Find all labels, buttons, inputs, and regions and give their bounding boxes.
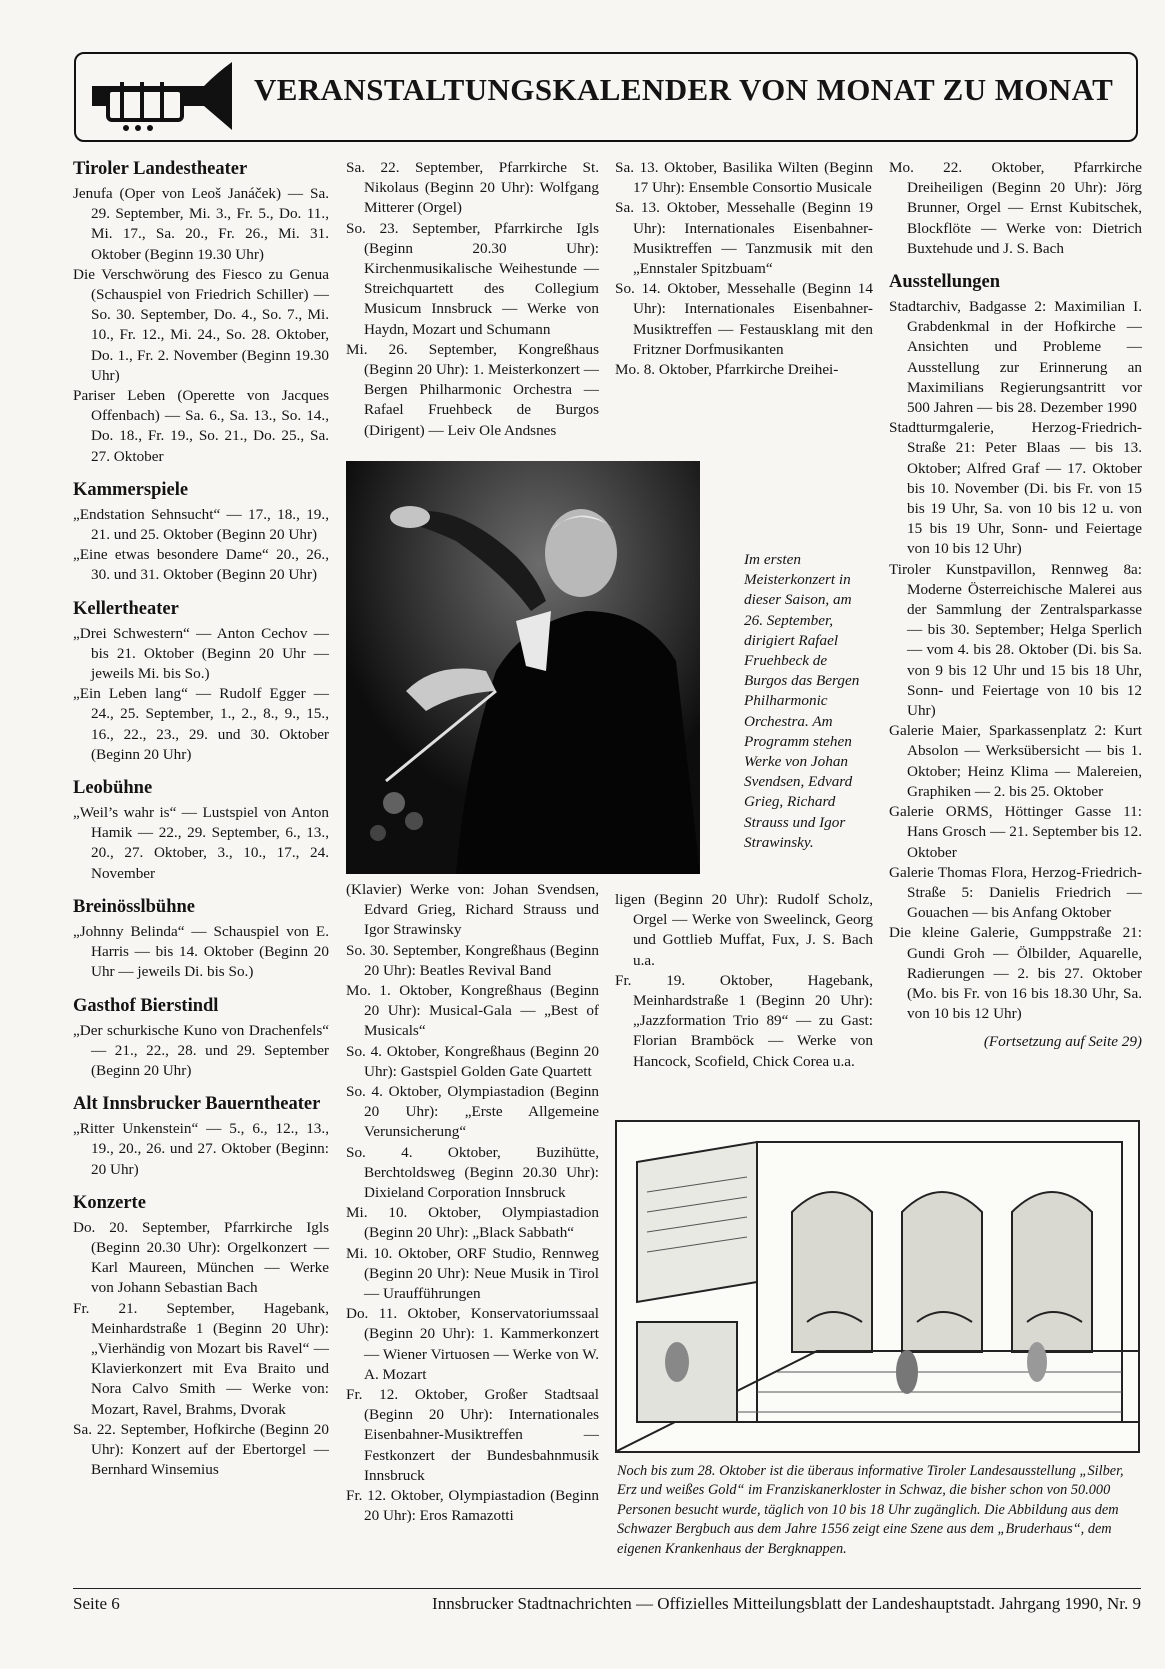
listing-entry: Stadtarchiv, Badgasse 2: Maximilian I. Grabdenkmal in der Hofkirche — Ansichten und Probleme — Ausstellung zur Erinnerung an Maximilians Regierungsantritt vor 500 Jahren — bis 28. Dezember 1990: [889, 298, 1142, 417]
listing-entry: So. 23. September, Pfarrkirche Igls (Beginn 20.30 Uhr): Kirchenmusikalische Weihestunde — Streichquartett des Collegium Musicum Innsbruck — Werke von Haydn, Mozart und Schumann: [346, 219, 599, 338]
section-heading: Kellertheater: [73, 598, 179, 619]
listing-entry: Sa. 22. September, Hofkirche (Beginn 20 Uhr): Konzert auf der Ebertorgel — Bernhard Winsemius: [73, 1420, 329, 1479]
listing-entry: „Ritter Unkenstein“ — 5., 6., 12., 13., 19., 20., 26. und 27. Oktober (Beginn: 20 Uhr): [73, 1120, 329, 1178]
listing-entry: Galerie Maier, Sparkassenplatz 2: Kurt Absolon — Werksübersicht — bis 1. Oktober; Heinz Klima — Malereien, Graphiken — 2. bis 25. Oktober: [889, 722, 1142, 800]
listing-entry: Mo. 8. Oktober, Pfarrkirche Dreihei-: [615, 361, 839, 379]
column-concerts-bottom: [346, 880, 599, 1527]
listing-entry: So. 14. Oktober, Messehalle (Beginn 14 Uhr): Internationales Eisenbahner-Musiktreffen — Festausklang mit den Fritzner Dorfmusikanten: [615, 280, 873, 358]
section-heading: Kammerspiele: [73, 479, 189, 500]
page-title: VERANSTALTUNGSKALENDER VON MONAT ZU MONAT: [254, 72, 1114, 107]
trumpet-calendar-icon: [86, 56, 236, 136]
listing-entry: So. 30. September, Kongreßhaus (Beginn 20 Uhr): Beatles Revival Band: [346, 941, 599, 979]
listing-entry: Sa. 13. Oktober, Messehalle (Beginn 19 Uhr): Internationales Eisenbahner-Musiktreffen — Tanzmusik mit den „Ennstaler Spitzbuam“: [615, 199, 873, 278]
section-heading: Gasthof Bierstindl: [73, 995, 219, 1016]
listing-entry: „Endstation Sehnsucht“ — 17., 18., 19., 21. und 25. Oktober (Beginn 20 Uhr): [73, 505, 329, 544]
section-heading: Leobühne: [73, 778, 153, 799]
listing-entry: Mi. 10. Oktober, Olympiastadion (Beginn 20 Uhr): „Black Sabbath“: [346, 1204, 599, 1242]
section-heading: Breinösslbühne: [73, 896, 196, 917]
listing-entry: Sa. 13. Oktober, Basilika Wilten (Beginn 17 Uhr): Ensemble Consortio Musicale: [615, 159, 873, 197]
listing-entry: So. 4. Oktober, Kongreßhaus (Beginn 20 Uhr): Gastspiel Golden Gate Quartett: [346, 1042, 599, 1080]
section-heading: Tiroler Landestheater: [73, 159, 248, 179]
listing-entry: Fr. 21. September, Hagebank, Meinhardstraße 1 (Beginn 20 Uhr): „Vierhändig von Mozart bis Ravel“ — Klavierkonzert mit Eva Braito und Nora Calvo Smith — Werke von: Mozart, Ravel, Brahms, Dvorak: [73, 1299, 329, 1418]
section-heading: Alt Innsbrucker Bauerntheater: [73, 1094, 321, 1115]
listing-entry: Sa. 22. September, Pfarrkirche St. Nikolaus (Beginn 20 Uhr): Wolfgang Mitterer (Orgel): [346, 159, 599, 217]
column-concerts-bottom-right: [615, 890, 873, 1072]
publication-line: Innsbrucker Stadtnachrichten — Offizielles Mitteilungsblatt der Landeshauptstadt. Jahrgang 1990, Nr. 9: [432, 1594, 1141, 1613]
listing-entry: ligen (Beginn 20 Uhr): Rudolf Scholz, Orgel — Werke von Sweelinck, Georg und Gottlieb Muffat, Fux, J. S. Bach u.a.: [615, 891, 873, 969]
listing-entry: „Eine etwas besondere Dame“ 20., 26., 30. und 31. Oktober (Beginn 20 Uhr): [73, 546, 329, 584]
listing-entry: Fr. 12. Oktober, Olympiastadion (Beginn 20 Uhr): Eros Ramazotti: [346, 1487, 599, 1525]
listing-entry: „Drei Schwestern“ — Anton Cechov — bis 21. Oktober (Beginn 20 Uhr — jeweils Mi. bis So.): [73, 624, 329, 683]
section-heading: Ausstellungen: [889, 272, 1001, 293]
masthead-box: [74, 52, 1138, 142]
conductor-photo: [346, 461, 700, 874]
listing-entry: Pariser Leben (Operette von Jacques Offenbach) — Sa. 6., Sa. 13., So. 14., Do. 18., Fr. 19., So. 21., Do. 25., Sa. 27. Oktober: [73, 387, 329, 465]
column-concerts-middle: [615, 158, 873, 380]
column-exhibitions: [889, 158, 1142, 1053]
listing-entry: Mi. 26. September, Kongreßhaus (Beginn 20 Uhr): 1. Meisterkonzert — Bergen Philharmonic Orchestra — Rafael Fruehbeck de Burgos (Dirigent) — Leiv Ole Andsnes: [346, 340, 599, 439]
listing-entry: Do. 11. Oktober, Konservatoriumssaal (Beginn 20 Uhr): 1. Kammerkonzert — Wiener Virtuosen — Werke von W. A. Mozart: [346, 1305, 599, 1383]
illustration-caption: Noch bis zum 28. Oktober ist die überaus informative Tiroler Landesausstellung „Silber, Erz und weißes Gold“ im Franziskanerkloster in Schwaz, die bisher schon von 50.000 Personen besucht wurde, täglich von 10 bis 18 Uhr zugänglich. Die Abbildung aus dem Schwazer Bergbuch aus dem Jahre 1556 zeigt eine Szene aus dem „Bruderhaus“, dem eigenen Krankenhaus der Bergknappen.: [617, 1463, 1124, 1557]
listing-entry: Galerie Thomas Flora, Herzog-Friedrich-Straße 5: Danielis Friedrich — Gouachen — bis Anfang Oktober: [889, 863, 1142, 922]
listing-entry: Galerie ORMS, Höttinger Gasse 11: Hans Grosch — 21. September bis 12. Oktober: [889, 803, 1142, 861]
column-theater: [73, 158, 329, 1480]
listing-entry: Mo. 22. Oktober, Pfarrkirche Dreiheiligen (Beginn 20 Uhr): Jörg Brunner, Orgel — Ernst Kubitschek, Blockflöte — Werke von: Dietrich Buxtehude und J. S. Bach: [889, 159, 1142, 257]
listing-entry: Fr. 19. Oktober, Hagebank, Meinhardstraße 1 (Beginn 20 Uhr): „Jazzformation Trio 89“ — zu Gast: Florian Bramböck — Werke von Hancock, Scofield, Chick Corea u.a.: [615, 971, 873, 1070]
listing-entry: Mi. 10. Oktober, ORF Studio, Rennweg (Beginn 20 Uhr): Neue Musik in Tirol — Uraufführungen: [346, 1244, 599, 1303]
photo-caption: Im ersten Meisterkonzert in dieser Saison, am 26. September, dirigiert Rafael Fruehbeck de Burgos das Bergen Philharmonic Orchestra. Am Programm stehen Werke von Johan Svendsen, Edvard Grieg, Richard Strauss und Igor Strawinsky.: [744, 551, 860, 851]
continued-note: (Fortsetzung auf Seite 29): [983, 1033, 1142, 1051]
listing-entry: „Ein Leben lang“ — Rudolf Egger — 24., 25. September, 1., 2., 8., 9., 15., 16., 22., 23., 29. und 30. Oktober (Beginn 20 Uhr): [73, 685, 329, 763]
listing-entry: Tiroler Kunstpavillon, Rennweg 8a: Moderne Österreichische Malerei aus der Sammlung der Zentralsparkasse — bis 30. September; Helga Sperlich — vom 4. bis 28. Oktober (Di. bis Sa. von 9 bis 12 Uhr und 15 bis 18 Uhr, Sonn- und Feiertage von 10 bis 12 Uhr): [889, 560, 1142, 720]
listing-entry: „Weil’s wahr is“ — Lustspiel von Anton Hamik — 22., 29. September, 6., 13., 20., 27. Oktober, 3., 10., 17., 24. November: [73, 804, 329, 882]
listing-entry: Jenufa (Oper von Leoš Janáček) — Sa. 29. September, Mi. 3., Fr. 5., Do. 11., Mi. 17., Sa. 20., Fr. 26., Mi. 31. Oktober (Beginn 19.30 Uhr): [73, 185, 329, 263]
page-number: Seite 6: [73, 1594, 120, 1613]
listing-entry: (Klavier) Werke von: Johan Svendsen, Edvard Grieg, Richard Strauss und Igor Strawinsky: [346, 881, 599, 939]
footer: [73, 1588, 1141, 1613]
listing-entry: Mo. 1. Oktober, Kongreßhaus (Beginn 20 Uhr): Musical-Gala — „Best of Musicals“: [346, 982, 599, 1040]
woodcut-illustration: [615, 1120, 1140, 1453]
listing-entry: „Johnny Belinda“ — Schauspiel von E. Harris — bis 14. Oktober (Beginn 20 Uhr — jeweils Di. bis So.): [73, 922, 329, 981]
listing-entry: So. 4. Oktober, Buzihütte, Berchtoldsweg (Beginn 20.30 Uhr): Dixieland Corporation Innsbruck: [346, 1143, 599, 1202]
section-heading: Konzerte: [73, 1192, 146, 1213]
listing-entry: Do. 20. September, Pfarrkirche Igls (Beginn 20.30 Uhr): Orgelkonzert — Karl Maureen, München — Werke von Johann Sebastian Bach: [73, 1218, 329, 1297]
listing-entry: Die kleine Galerie, Gumppstraße 21: Gundi Groh — Ölbilder, Aquarelle, Radierungen — 2. bis 27. Oktober (Mo. bis Fr. von 16 bis 18.30 Uhr, Sa. von 10 bis 12 Uhr): [889, 924, 1142, 1023]
listing-entry: „Der schurkische Kuno von Drachenfels“ — 21., 22., 28. und 29. September (Beginn 20 Uhr): [73, 1021, 329, 1079]
column-concerts-top: [346, 158, 599, 441]
listing-entry: Die Verschwörung des Fiesco zu Genua (Schauspiel von Friedrich Schiller) — So. 30. September, Do. 4., So. 7., Mi. 10., Fr. 12., Mi. 24., So. 28. Oktober, Do. 1., Fr. 2. November (Beginn 19.30 Uhr): [73, 265, 329, 384]
listing-entry: Fr. 12. Oktober, Großer Stadtsaal (Beginn 20 Uhr): Internationales Eisenbahner-Musiktreffen — Festkonzert der Bundesbahnmusik Innsbruck: [346, 1386, 599, 1484]
listing-entry: Stadtturmgalerie, Herzog-Friedrich-Straße 21: Peter Blaas — bis 13. Oktober; Alfred Graf — 17. Oktober bis 10. November (Di. bis Fr. von 15 bis 19 Uhr, Sa. von 10 bis 12 u. von 15 bis 19 Uhr, Sonn- und Feiertage von 10 bis 12 Uhr): [889, 419, 1142, 558]
listing-entry: So. 4. Oktober, Olympiastadion (Beginn 20 Uhr): „Erste Allgemeine Verunsicherung“: [346, 1083, 599, 1141]
